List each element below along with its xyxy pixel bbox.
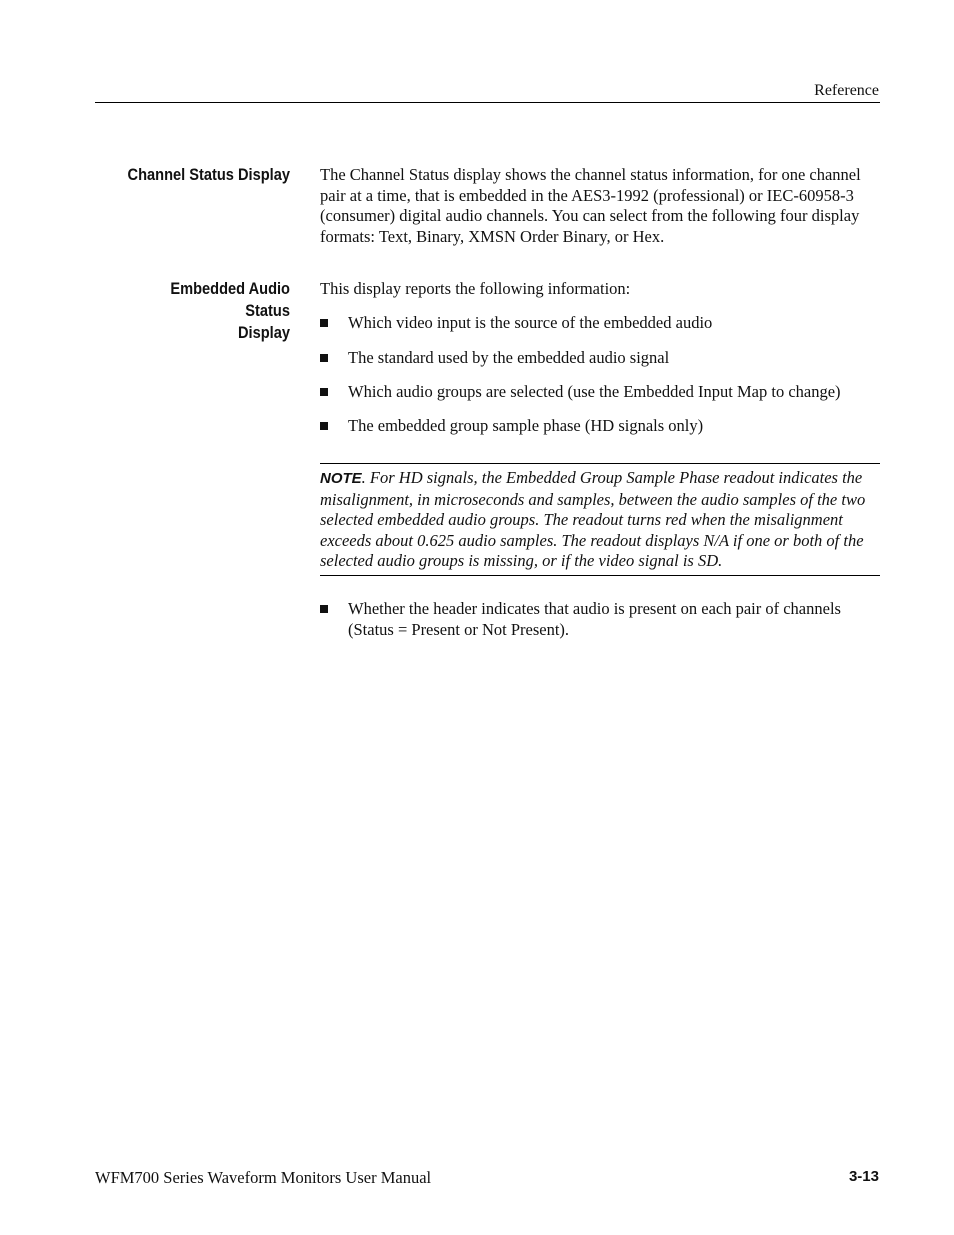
list-item-text: Which audio groups are selected (use the Embedded Input Map to change) [348,382,841,401]
embedded-audio-intro: This display reports the following information: [320,279,631,298]
list-item [320,416,880,437]
square-bullet-icon [320,605,328,613]
running-header: Reference [814,82,879,99]
list-item-text: Whether the header indicates that audio is present on each pair of channels (Status = Present or Not Present). [348,599,841,639]
channel-status-paragraph: The Channel Status display shows the channel status information, for one channel pair at a time, that is embedded in the AES3-1992 (professional) or IEC-60958-3 (consumer) digital audio channels. You can select from the following four display formats: Text, Binary, XMSN Order Binary, or Hex. [320,165,861,246]
note-box [320,463,880,576]
heading-embedded-audio-status-display [122,278,290,344]
list-item-text: The embedded group sample phase (HD signals only) [348,416,704,435]
list-item [320,382,880,403]
square-bullet-icon [320,319,328,327]
list-item-text: Which video input is the source of the embedded audio [348,313,713,332]
page-number: 3-13 [848,1168,879,1185]
list-item-text: The standard used by the embedded audio signal [348,348,670,367]
footer-manual-title: WFM700 Series Waveform Monitors User Manual [95,1168,432,1187]
list-item [320,599,880,640]
note-label: NOTE [320,470,362,487]
list-item [320,348,880,369]
heading-line-1: Embedded Audio Status [170,279,290,320]
square-bullet-icon [320,354,328,362]
heading-line-2: Display [237,323,290,342]
square-bullet-icon [320,388,328,396]
list-item [320,313,880,334]
header-rule [95,102,880,103]
note-text: . For HD signals, the Embedded Group Sample Phase readout indicates the misalignment, in microseconds and samples, between the audio samples of the two selected embedded audio groups. The readout turns red when the misalignment exceeds about 0.625 audio samples. The readout displays N/A if one or both of the selected audio groups is missing, or if the video signal is SD. [320,468,866,570]
heading-channel-status-display: Channel Status Display [127,165,290,184]
square-bullet-icon [320,422,328,430]
